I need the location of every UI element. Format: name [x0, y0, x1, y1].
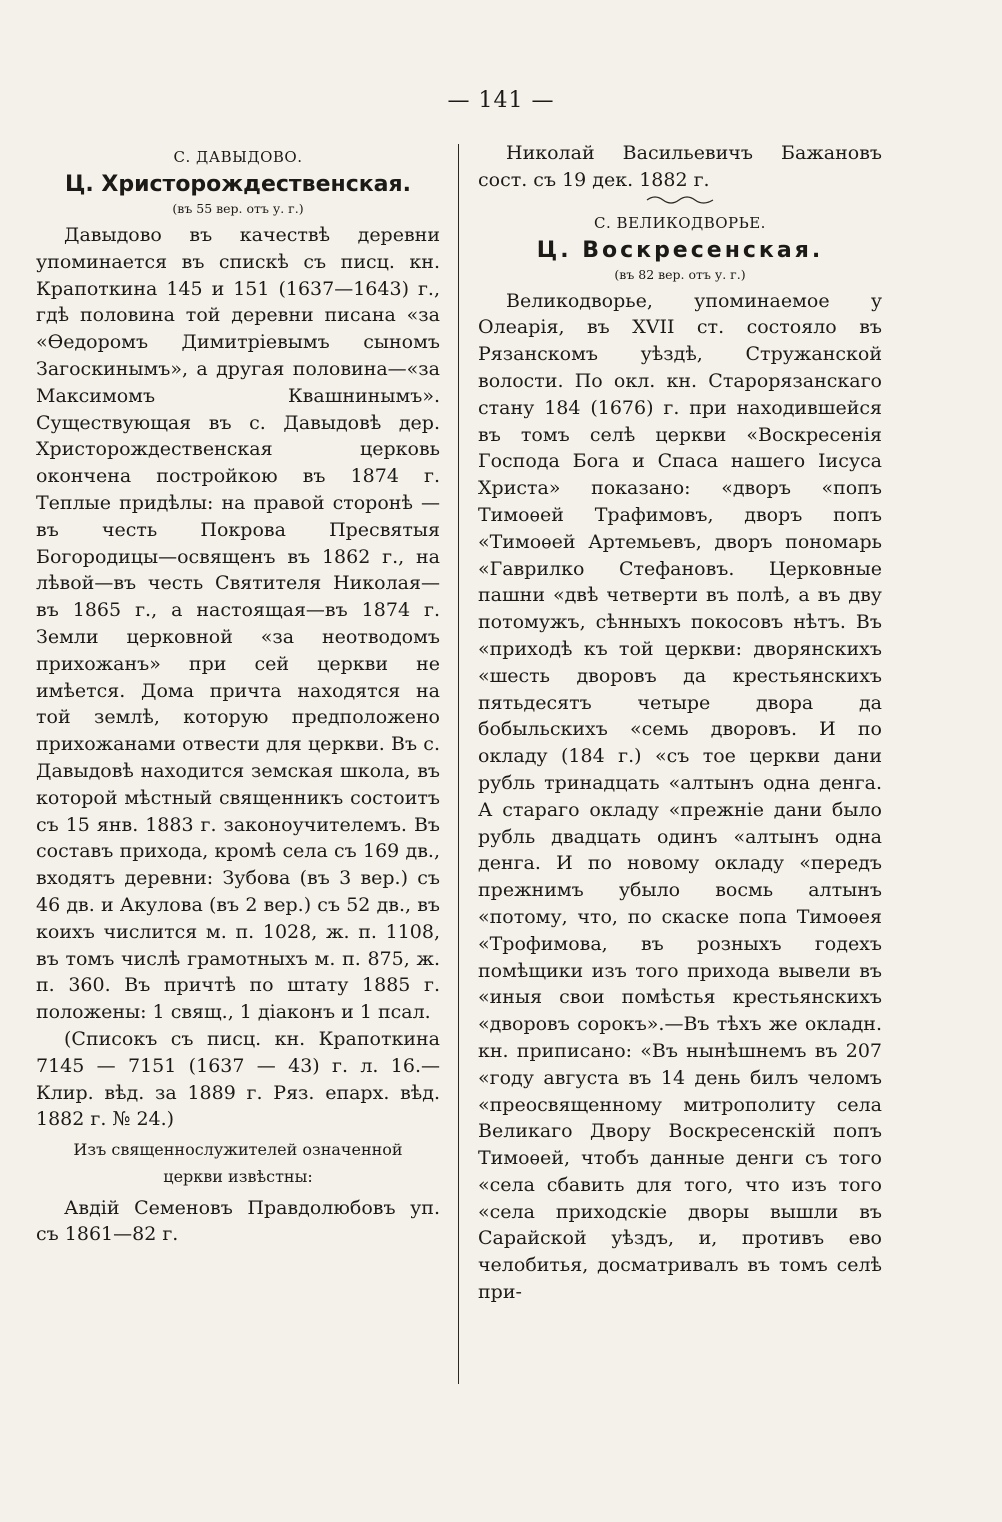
church-title-voskresenskaya: Ц. Воскресенская. [536, 237, 824, 263]
left-column [36, 140, 440, 1248]
distance-note: (въ 82 вер. отъ у. г.) [614, 266, 746, 282]
page-number: — 141 — [447, 88, 555, 113]
clergy-entry: Авдій Семеновъ Правдолюбовъ уп. съ 1861—82 г. [36, 1196, 440, 1246]
sources-paragraph: (Списокъ съ писц. кн. Крапоткина 7145 — 7151 (1637 — 43) г. л. 16.—Клир. вѣд. за 1889 г. Ряз. епарх. вѣд. 1882 г. № 24.) [36, 1027, 440, 1131]
village-heading-velikodvorye: С. ВЕЛИКОДВОРЬЕ. [594, 213, 766, 232]
ornament-flourish [645, 194, 715, 206]
village-heading-davydovo: С. ДАВЫДОВО. [173, 148, 303, 166]
column-divider [458, 144, 459, 1384]
clergy-entry-continued: Николай Васильевичъ Бажановъ сост. съ 19 дек. 1882 г. [478, 142, 882, 191]
main-paragraph: Великодворье, упоминаемое у Олеарія, въ XVII ст. состояло въ Рязанскомъ уѣздѣ, Стружанской волости. По окл. кн. Старорязанскаго стану 184 (1676) г. при находившейся въ томъ селѣ церкви «Воскресенія Господа Бога и Спаса нашего Іисуса Христа» показано: «дворъ «попъ Тимоѳей Трафимовъ, дворъ попъ «Тимоѳей Артемьевъ, дворъ пономарь «Гаврилко Стефановъ. Церковные пашни «двѣ четверти въ полѣ, а въ дву потомужъ, сѣнныхъ покосовъ нѣтъ. Въ «приходѣ къ той церкви: дворянскихъ «шесть дворовъ да крестьянскихъ пятьдесятъ четыре двора да бобыльскихъ «семь дворовъ. И по окладу (184 г.) «съ тое церкви дани рубль тринадцать «алтынъ одна денга. А стараго окладу «прежніе дани было рубль двадцать одинъ «алтынъ одна денга. И по новому окладу «передъ прежнимъ убыло восмь алтынъ «потому, что, по скаске попа Тимоѳея «Трофимова, въ розныхъ годехъ помѣщики изъ того прихода вывели въ «иныя свои помѣстья крестьянскихъ «дворовъ сорокъ».—Въ тѣхъ же окладн. кн. приписано: «Въ нынѣшнемъ въ 207 «году августа въ 14 день билъ челомъ «преосвященному митрополиту села Великаго Двору Воскресенскій попъ Тимоѳей, чтобъ данные денги съ того «села сбавить для того, что изъ того «села приходскіе дворы вышли въ Сарайской уѣздъ, и, противъ ево челобитья, досматривалъ въ томъ селѣ при- [478, 289, 882, 1304]
distance-note: (въ 55 вер. отъ у. г.) [172, 201, 304, 216]
right-column [478, 140, 882, 1306]
church-title-khristorozhdestvenskaya: Ц. Христорождественская. [64, 172, 412, 197]
main-paragraph: Давыдово въ качествѣ деревни упоминается въ спискѣ съ писц. кн. Крапоткина 145 и 151 (1637—1643) г., гдѣ половина той деревни писана «за «Ѳедоромъ Димитріевымъ сыномъ Загоскинымъ», а другая половина—«за Максимомъ Квашнинымъ». Существующая въ с. Давыдовѣ дер. Христорождественская церковь окончена постройкою въ 1874 г. Теплые придѣлы: на правой сторонѣ — въ честь Покрова Пресвятыя Богородицы—освященъ въ 1862 г., на лѣвой—въ честь Святителя Николая—въ 1865 г., а настоящая—въ 1874 г. Земли церковной «за неотводомъ прихожанъ» при сей церкви не имѣется. Дома причта находятся на той землѣ, которую предположено прихожанами отвести для церкви. Въ с. Давыдовѣ находится земская школа, въ которой мѣстный священникъ состоитъ съ 15 янв. 1883 г. законоучителемъ. Въ составъ прихода, кромѣ села съ 169 дв., входятъ деревни: Зубова (въ 3 вер.) съ 46 дв. и Акулова (въ 2 вер.) съ 52 дв., въ коихъ числится м. п. 1028, ж. п. 1108, въ томъ числѣ грамотныхъ м. п. 875, ж. п. 360. Въ причтѣ по штату 1885 г. положены: 1 свящ., 1 діаконъ и 1 псал. [36, 224, 440, 1024]
clergy-intro-line-2: церкви извѣстны: [163, 1166, 313, 1186]
clergy-intro-line-1: Изъ священнослужителей означенной [73, 1140, 403, 1160]
